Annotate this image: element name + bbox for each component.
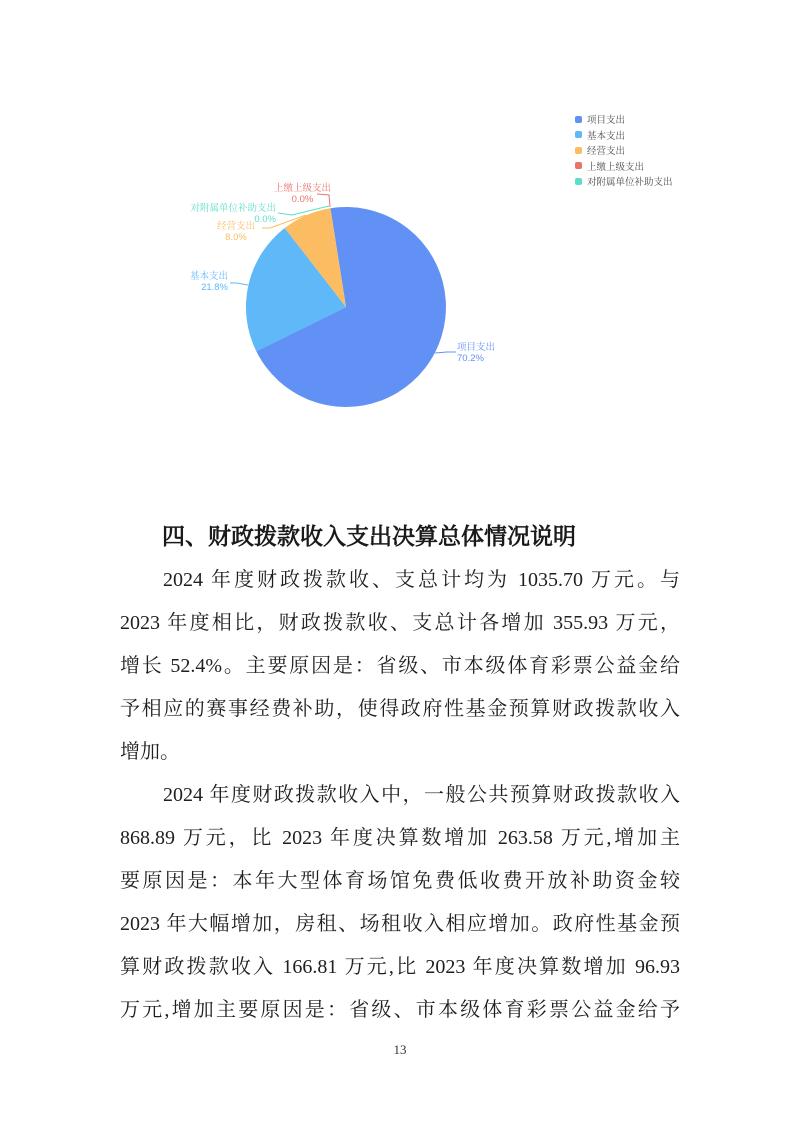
chart-legend [575,114,673,187]
legend-marker-icon [575,131,582,138]
body-line: 2024 年度财政拨款收入中，一般公共预算财政拨款收入 [163,784,680,806]
pie-slice-label-percent: 70.2% [457,353,484,364]
body-line: 2023 年度相比，财政拨款收、支总计各增加 355.93 万元， [120,612,680,634]
body-line: 2024 年度财政拨款收、支总计均为 1035.70 万元。与 [163,569,680,591]
pie-slice-label-percent: 8.0% [225,232,247,243]
pie-slice-label-percent: 21.8% [201,282,228,293]
legend-item-label: 基本支出 [587,130,626,142]
body-line: 2023 年大幅增加，房租、场租收入相应增加。政府性基金预 [120,913,680,935]
pie-slice-label-name: 项目支出 [457,342,496,353]
pie-slice-label [457,342,495,364]
pie-slice-label-name: 基本支出 [189,271,228,282]
body-text [120,559,680,1032]
pie-chart-figure [180,95,700,425]
legend-item [575,114,673,125]
legend-item [575,176,673,187]
legend-item [575,161,673,172]
body-line: 予相应的赛事经费补助，使得政府性基金预算财政拨款收入 [120,698,680,720]
legend-item [575,145,673,156]
legend-item-label: 项目支出 [587,115,626,127]
pie-slice-label [190,271,228,293]
legend-marker-icon [575,162,582,169]
body-line: 算财政拨款收入 166.81 万元,比 2023 年度决算数增加 96.93 [120,956,680,978]
pie-slice-label [190,203,276,225]
pie-slice-label-name: 对附属单位补助支出 [190,203,276,214]
pie-slice-label [274,183,331,205]
pie-slice-label-name: 上缴上级支出 [273,183,331,194]
body-line: 增加。 [120,741,180,763]
section-heading: 四、财政拨款收入支出决算总体情况说明 [162,523,576,549]
page-number: 13 [393,1042,407,1057]
pie-slice-label-percent: 0.0% [254,214,276,225]
legend-marker-icon [575,178,582,185]
legend-item-label: 上缴上级支出 [587,161,645,173]
body-line: 增长 52.4%。主要原因是：省级、市本级体育彩票公益金给 [120,655,680,677]
legend-marker-icon [575,116,582,123]
legend-item-label: 对附属单位补助支出 [587,177,673,189]
body-line: 万元,增加主要原因是：省级、市本级体育彩票公益金给予 [120,999,680,1021]
legend-item [575,130,673,141]
body-line: 要原因是：本年大型体育场馆免费低收费开放补助资金较 [120,870,680,892]
pie-slice-label-percent: 0.0% [291,194,314,205]
legend-marker-icon [575,147,582,154]
pie-label-line [435,352,456,353]
body-line: 868.89 万元，比 2023 年度决算数增加 263.58 万元,增加主 [120,827,680,849]
pie-label-line [230,283,248,285]
legend-item-label: 经营支出 [587,146,626,158]
pie-slice-label-name: 经营支出 [217,221,256,232]
